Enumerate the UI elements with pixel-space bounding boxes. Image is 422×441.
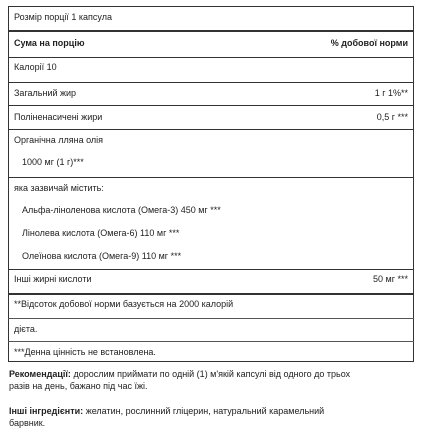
other-ingredients — [9, 405, 413, 429]
footnote-diet: дієта. — [14, 324, 38, 334]
other-fatty-acids-label: Інші жирні кислоти — [14, 274, 92, 284]
recommendations-label: Рекомендації: — [9, 369, 71, 379]
linoleic-acid: Лінолева кислота (Омега-6) 110 мг *** — [22, 228, 180, 238]
total-fat-value: 1 г 1%** — [374, 88, 408, 98]
footnote-no-daily-value: ***Денна цінність не встановлена. — [14, 347, 156, 357]
flaxseed-oil-label: Органічна лляна олія — [14, 135, 104, 145]
divider — [8, 177, 414, 178]
typically-contains-label: яка зазвичай містить: — [14, 183, 104, 193]
divider — [8, 293, 414, 295]
recommendations-text-line2: разів на день, бажано під час їжі. — [9, 381, 148, 391]
recommendations — [9, 368, 413, 392]
other-fatty-acids-value: 50 мг *** — [373, 274, 408, 284]
divider — [8, 129, 414, 130]
alpha-linolenic-acid: Альфа-ліноленова кислота (Омега-3) 450 мг *** — [22, 205, 221, 215]
divider — [8, 341, 414, 342]
flaxseed-oil-amount: 1000 мг (1 г)*** — [22, 157, 84, 167]
footnote-daily-value: **Відсоток добової норми базується на 2000 калорій — [14, 299, 234, 309]
daily-value-header: % добової норми — [330, 38, 408, 48]
total-fat-label: Загальний жир — [14, 88, 77, 98]
divider — [8, 318, 414, 319]
polyunsaturated-fat-value: 0,5 г *** — [376, 112, 408, 122]
serving-size: Розмір порції 1 капсула — [14, 12, 112, 22]
divider — [8, 57, 414, 58]
calories: Калорії 10 — [14, 62, 57, 72]
other-ingredients-text-line2: барвник. — [9, 418, 46, 428]
divider — [8, 105, 414, 106]
divider — [8, 269, 414, 270]
other-ingredients-text-line1: желатин, рослинний гліцерин, натуральний карамельний — [83, 406, 325, 416]
divider — [8, 82, 414, 83]
other-ingredients-label: Інші інгредієнти: — [9, 406, 84, 416]
oleic-acid: Олеїнова кислота (Омега-9) 110 мг *** — [22, 251, 182, 261]
divider — [8, 30, 414, 32]
amount-per-serving-header: Сума на порцію — [14, 38, 85, 48]
polyunsaturated-fat-label: Поліненасичені жири — [14, 112, 103, 122]
recommendations-text-line1: дорослим приймати по одній (1) м'якій капсулі від одного до трьох — [70, 369, 351, 379]
